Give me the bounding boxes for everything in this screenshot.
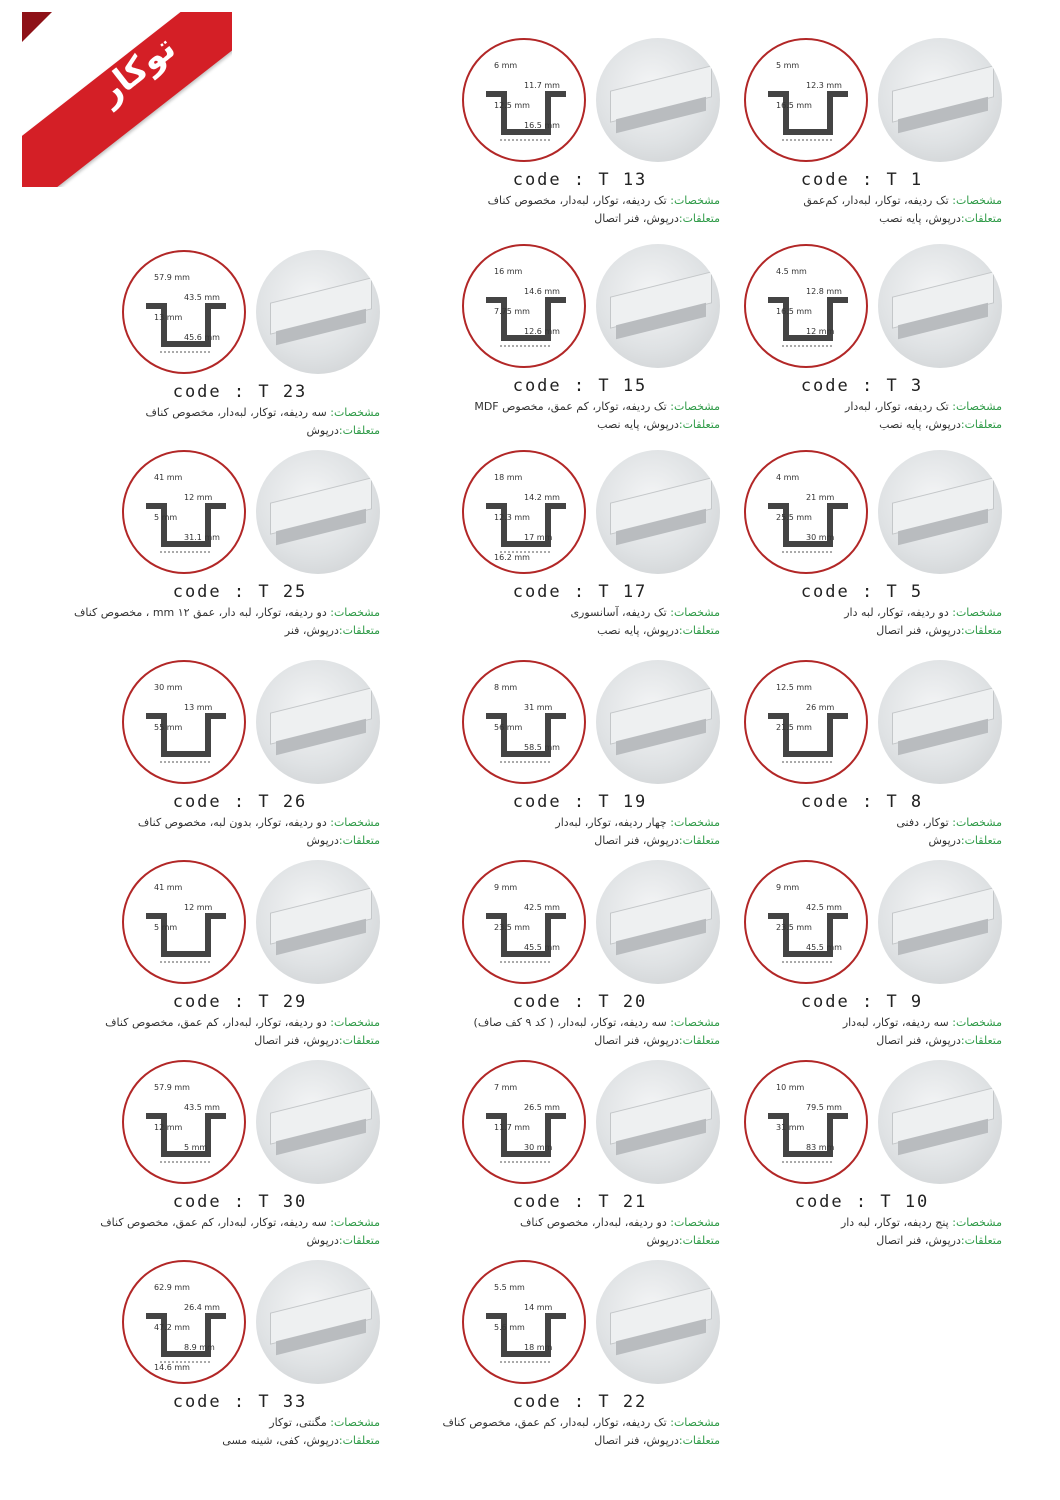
spec-text: دو ردیفه، توکار، لبه دار، عمق ۱۲ mm ، مخصوص کناف [73,606,327,619]
spec-text: چهار ردیفه، توکار، لبه‌دار [555,816,667,829]
spec-label: مشخصات: [670,606,720,619]
profile-cross-section [124,862,248,986]
product-accessories [722,834,1002,847]
spec-text: پنج ردیفه، توکار، لبه دار [840,1216,949,1229]
product-accessories [440,1434,720,1447]
dimension-label: 5 mm [154,923,178,932]
spec-text: تک ردیفه، توکار، لبه‌دار [845,400,949,413]
acc-text: درپوش، فنر اتصال [254,1034,339,1047]
acc-label: متعلقات: [338,1034,380,1047]
product-spec [440,1416,720,1429]
product-code: code : T 29 [172,992,308,1012]
acc-text: درپوش، فنر اتصال [594,834,679,847]
profile-diagram [122,450,246,574]
product-spec [722,606,1002,619]
profile-cross-section [464,862,588,986]
dimension-label: 56 mm [494,723,523,732]
dimension-label: 10 mm [776,1083,805,1092]
spec-text: سه ردیفه، توکار، لبه‌دار، ( کد ۹ کف صاف) [473,1016,667,1029]
profile-cross-section [746,662,870,786]
dimension-label: 45.5 mm [524,943,560,952]
product-code: code : T 1 [800,170,924,190]
spec-label: مشخصات: [952,1216,1002,1229]
spec-text: مگنتی، توکار [269,1416,327,1429]
profile-diagram [462,860,586,984]
spec-text: تک ردیفه، توکار، لبه‌دار، مخصوص کناف [487,194,667,207]
product-code: code : T 25 [172,582,308,602]
product-card [73,450,380,650]
dimension-label: 43.5 mm [184,1103,220,1112]
spec-text: سه ردیفه، توکار، لبه‌دار [842,1016,949,1029]
spec-label: مشخصات: [670,400,720,413]
spec-text: سه ردیفه، توکار، لبه‌دار، مخصوص کناف [145,406,327,419]
acc-text: درپوش، فنر اتصال [594,1434,679,1447]
dimension-label: 7 mm [494,1083,518,1092]
profile-cross-section [464,1062,588,1186]
product-accessories [440,212,720,225]
profile-diagram [122,1260,246,1384]
product-card [440,660,720,860]
acc-text: درپوش، پایه نصب [597,624,679,637]
product-card [440,244,720,444]
profile-photo [256,1260,380,1384]
profile-photo [878,1060,1002,1184]
dimension-label: 31 mm [524,703,553,712]
profile-cross-section [464,246,588,370]
profile-cross-section [746,40,870,164]
profile-photo [878,660,1002,784]
dimension-label: 12.5 mm [776,683,812,692]
dimension-label: 11.7 mm [524,81,560,90]
product-spec [440,194,720,207]
dimension-label: 45.6 mm [184,333,220,342]
acc-label: متعلقات: [960,212,1002,225]
spec-label: مشخصات: [670,1416,720,1429]
product-card [722,450,1002,650]
product-code: code : T 13 [512,170,648,190]
spec-label: مشخصات: [330,816,380,829]
product-card [100,660,380,860]
dimension-label: 43.5 mm [184,293,220,302]
profile-cross-section [124,252,248,376]
dimension-label: 16.2 mm [494,553,530,562]
acc-label: متعلقات: [960,418,1002,431]
dimension-label: 5 mm [776,61,800,70]
acc-label: متعلقات: [338,1234,380,1247]
profile-diagram [462,660,586,784]
product-spec [440,400,720,413]
profile-diagram [744,450,868,574]
product-code: code : T 9 [800,992,924,1012]
corner-ribbon [22,12,232,187]
dimension-label: 14.2 mm [524,493,560,502]
spec-label: مشخصات: [952,606,1002,619]
acc-label: متعلقات: [678,1434,720,1447]
profile-photo [596,38,720,162]
product-accessories [722,1034,1002,1047]
acc-label: متعلقات: [678,1034,720,1047]
profile-cross-section [746,1062,870,1186]
dimension-label: 42.5 mm [524,903,560,912]
dimension-label: 30 mm [154,683,183,692]
dimension-label: 12 mm [154,1123,183,1132]
product-spec [722,194,1002,207]
spec-text: دو ردیفه، توکار، لبه‌دار، کم عمق، مخصوص کناف [105,1016,327,1029]
profile-cross-section [124,662,248,786]
spec-text: تک ردیفه، آسانسوری [570,606,667,619]
profile-diagram [744,38,868,162]
dimension-label: 41 mm [154,883,183,892]
spec-text: تک ردیفه، توکار، کم عمق، مخصوص MDF [474,400,667,413]
spec-label: مشخصات: [330,1416,380,1429]
profile-photo [596,450,720,574]
acc-label: متعلقات: [678,834,720,847]
spec-text: دو ردیفه، لبه‌دار، مخصوص کناف [520,1216,667,1229]
product-card [722,860,1002,1060]
profile-cross-section [464,1262,588,1386]
product-spec [440,1216,720,1229]
product-accessories [100,424,380,437]
product-accessories [722,212,1002,225]
dimension-label: 12.3 mm [806,81,842,90]
dimension-label: 7.75 mm [494,307,530,316]
spec-label: مشخصات: [670,194,720,207]
dimension-label: 8.9 mm [184,1343,215,1352]
dimension-label: 16.5 mm [776,101,812,110]
spec-text: تک ردیفه، توکار، لبه‌دار، کم عمق، مخصوص کناف [442,1416,667,1429]
product-card [440,1060,720,1260]
dimension-label: 16.5 mm [524,121,560,130]
profile-photo [256,1060,380,1184]
acc-label: متعلقات: [338,834,380,847]
product-accessories [440,1034,720,1047]
dimension-label: 12 mm [184,493,213,502]
dimension-label: 14.6 mm [154,1363,190,1372]
spec-label: مشخصات: [330,1216,380,1229]
spec-label: مشخصات: [952,1016,1002,1029]
dimension-label: 4.5 mm [776,267,807,276]
product-card [722,38,1002,238]
profile-diagram [744,1060,868,1184]
profile-cross-section [746,246,870,370]
acc-text: درپوش [928,834,961,847]
acc-text: درپوش [306,834,339,847]
profile-diagram [462,1060,586,1184]
acc-label: متعلقات: [960,1234,1002,1247]
profile-cross-section [464,662,588,786]
product-code: code : T 19 [512,792,648,812]
dimension-label: 31.1 mm [184,533,220,542]
spec-text: توکار، دفنی [896,816,949,829]
dimension-label: 25.5 mm [776,513,812,522]
spec-text: دو ردیفه، توکار، لبه دار [844,606,949,619]
dimension-label: 12.3 mm [494,513,530,522]
dimension-label: 17 mm [524,533,553,542]
dimension-label: 16.5 mm [776,307,812,316]
spec-label: مشخصات: [330,606,380,619]
acc-text: درپوش، فنر اتصال [876,624,961,637]
dimension-label: 42.5 mm [806,903,842,912]
dimension-label: 13 mm [154,313,183,322]
product-spec [722,1016,1002,1029]
profile-diagram [744,860,868,984]
product-card [722,1060,1002,1260]
product-code: code : T 10 [794,1192,930,1212]
dimension-label: 79.5 mm [806,1103,842,1112]
profile-cross-section [464,452,588,576]
spec-label: مشخصات: [952,400,1002,413]
dimension-label: 83 mm [806,1143,835,1152]
dimension-label: 5.5 mm [494,1283,525,1292]
dimension-label: 12.6 mm [524,327,560,336]
profile-photo [878,244,1002,368]
product-spec [73,606,380,619]
profile-diagram [122,1060,246,1184]
profile-cross-section [124,1262,248,1386]
dimension-label: 26.5 mm [524,1103,560,1112]
product-accessories [722,1234,1002,1247]
profile-diagram [462,450,586,574]
dimension-label: 5 mm [184,1143,208,1152]
spec-label: مشخصات: [330,1016,380,1029]
dimension-label: 16 mm [494,267,523,276]
product-code: code : T 3 [800,376,924,396]
product-accessories [440,834,720,847]
profile-diagram [744,660,868,784]
acc-text: درپوش [306,1234,339,1247]
product-card [100,1260,380,1460]
product-code: code : T 22 [512,1392,648,1412]
product-accessories [100,1034,380,1047]
product-code: code : T 23 [172,382,308,402]
dimension-label: 5 mm [154,513,178,522]
product-spec [100,1416,380,1429]
product-spec [722,816,1002,829]
profile-cross-section [124,452,248,576]
product-code: code : T 33 [172,1392,308,1412]
dimension-label: 57.9 mm [154,273,190,282]
product-accessories [440,1234,720,1247]
spec-label: مشخصات: [952,816,1002,829]
profile-photo [596,1060,720,1184]
product-accessories [100,834,380,847]
product-code: code : T 30 [172,1192,308,1212]
profile-diagram [122,660,246,784]
profile-cross-section [746,862,870,986]
profile-diagram [462,1260,586,1384]
dimension-label: 5.6 mm [494,1323,525,1332]
dimension-label: 4 mm [776,473,800,482]
product-card [440,1260,720,1460]
product-card [100,1060,380,1260]
dimension-label: 14 mm [524,1303,553,1312]
acc-label: متعلقات: [678,418,720,431]
spec-label: مشخصات: [330,406,380,419]
spec-text: تک ردیفه، توکار، لبه‌دار، کم‌عمق [803,194,949,207]
profile-diagram [744,244,868,368]
acc-label: متعلقات: [678,624,720,637]
ribbon-label: توکار [90,27,184,113]
dimension-label: 18 mm [524,1343,553,1352]
product-card [100,250,380,450]
spec-label: مشخصات: [670,1216,720,1229]
product-accessories [440,624,720,637]
profile-cross-section [746,452,870,576]
acc-label: متعلقات: [678,1234,720,1247]
profile-photo [596,860,720,984]
product-spec [440,606,720,619]
dimension-label: 45.5 mm [806,943,842,952]
dimension-label: 12.5 mm [494,101,530,110]
acc-text: درپوش، فنر اتصال [876,1234,961,1247]
profile-photo [596,244,720,368]
profile-diagram [462,244,586,368]
dimension-label: 6 mm [494,61,518,70]
profile-diagram [122,250,246,374]
spec-label: مشخصات: [670,1016,720,1029]
product-code: code : T 26 [172,792,308,812]
dimension-label: 30 mm [806,533,835,542]
spec-text: سه ردیفه، توکار، لبه‌دار، کم عمق، مخصوص کناف [100,1216,327,1229]
dimension-label: 12 mm [806,327,835,336]
dimension-label: 9 mm [776,883,800,892]
spec-label: مشخصات: [670,816,720,829]
spec-label: مشخصات: [952,194,1002,207]
dimension-label: 47.2 mm [154,1323,190,1332]
dimension-label: 21 mm [806,493,835,502]
profile-photo [256,250,380,374]
product-spec [440,816,720,829]
dimension-label: 41 mm [154,473,183,482]
product-card [100,860,380,1060]
acc-text: درپوش، پایه نصب [879,418,961,431]
acc-label: متعلقات: [678,212,720,225]
dimension-label: 12 mm [184,903,213,912]
acc-text: درپوش، فنر اتصال [876,1034,961,1047]
product-spec [440,1016,720,1029]
dimension-label: 9 mm [494,883,518,892]
profile-diagram [122,860,246,984]
product-spec [722,1216,1002,1229]
dimension-label: 58.5 mm [524,743,560,752]
profile-cross-section [124,1062,248,1186]
product-spec [100,1216,380,1229]
product-card [440,38,720,238]
dimension-label: 26 mm [806,703,835,712]
spec-text: دو ردیفه، توکار، بدون لبه، مخصوص کناف [137,816,327,829]
profile-photo [878,450,1002,574]
acc-label: متعلقات: [960,834,1002,847]
acc-label: متعلقات: [338,1434,380,1447]
profile-photo [256,450,380,574]
acc-label: متعلقات: [338,624,380,637]
product-code: code : T 8 [800,792,924,812]
acc-label: متعلقات: [338,424,380,437]
product-card [722,244,1002,444]
acc-text: درپوش، فنر اتصال [594,212,679,225]
product-code: code : T 17 [512,582,648,602]
dimension-label: 23.5 mm [494,923,530,932]
product-code: code : T 21 [512,1192,648,1212]
acc-label: متعلقات: [960,624,1002,637]
product-code: code : T 5 [800,582,924,602]
dimension-label: 55 mm [154,723,183,732]
profile-photo [596,1260,720,1384]
product-spec [722,400,1002,413]
profile-photo [596,660,720,784]
dimension-label: 23.5 mm [776,923,812,932]
dimension-label: 31 mm [776,1123,805,1132]
acc-text: درپوش، فنر اتصال [594,1034,679,1047]
profile-photo [878,38,1002,162]
ribbon-fold [22,12,52,42]
product-spec [100,1016,380,1029]
dimension-label: 8 mm [494,683,518,692]
product-card [722,660,1002,860]
profile-photo [256,660,380,784]
product-accessories [722,624,1002,637]
acc-text: درپوش، فنر [284,624,339,637]
dimension-label: 13 mm [184,703,213,712]
dimension-label: 18 mm [494,473,523,482]
product-accessories [100,624,380,637]
dimension-label: 21.5 mm [776,723,812,732]
acc-text: درپوش، کفی، شینه مسی [222,1434,339,1447]
dimension-label: 26.4 mm [184,1303,220,1312]
product-spec [100,816,380,829]
product-card [440,860,720,1060]
acc-text: درپوش، پایه نصب [597,418,679,431]
profile-photo [256,860,380,984]
acc-label: متعلقات: [960,1034,1002,1047]
dimension-label: 57.9 mm [154,1083,190,1092]
product-accessories [100,1434,380,1447]
acc-text: درپوش [306,424,339,437]
acc-text: درپوش [646,1234,679,1247]
dimension-label: 11.7 mm [494,1123,530,1132]
acc-text: درپوش، پایه نصب [879,212,961,225]
product-accessories [722,418,1002,431]
product-accessories [440,418,720,431]
product-code: code : T 20 [512,992,648,1012]
dimension-label: 62.9 mm [154,1283,190,1292]
dimension-label: 30 mm [524,1143,553,1152]
product-spec [100,406,380,419]
profile-cross-section [464,40,588,164]
profile-photo [878,860,1002,984]
dimension-label: 12.8 mm [806,287,842,296]
product-card [440,450,720,650]
product-accessories [100,1234,380,1247]
product-code: code : T 15 [512,376,648,396]
profile-diagram [462,38,586,162]
dimension-label: 14.6 mm [524,287,560,296]
